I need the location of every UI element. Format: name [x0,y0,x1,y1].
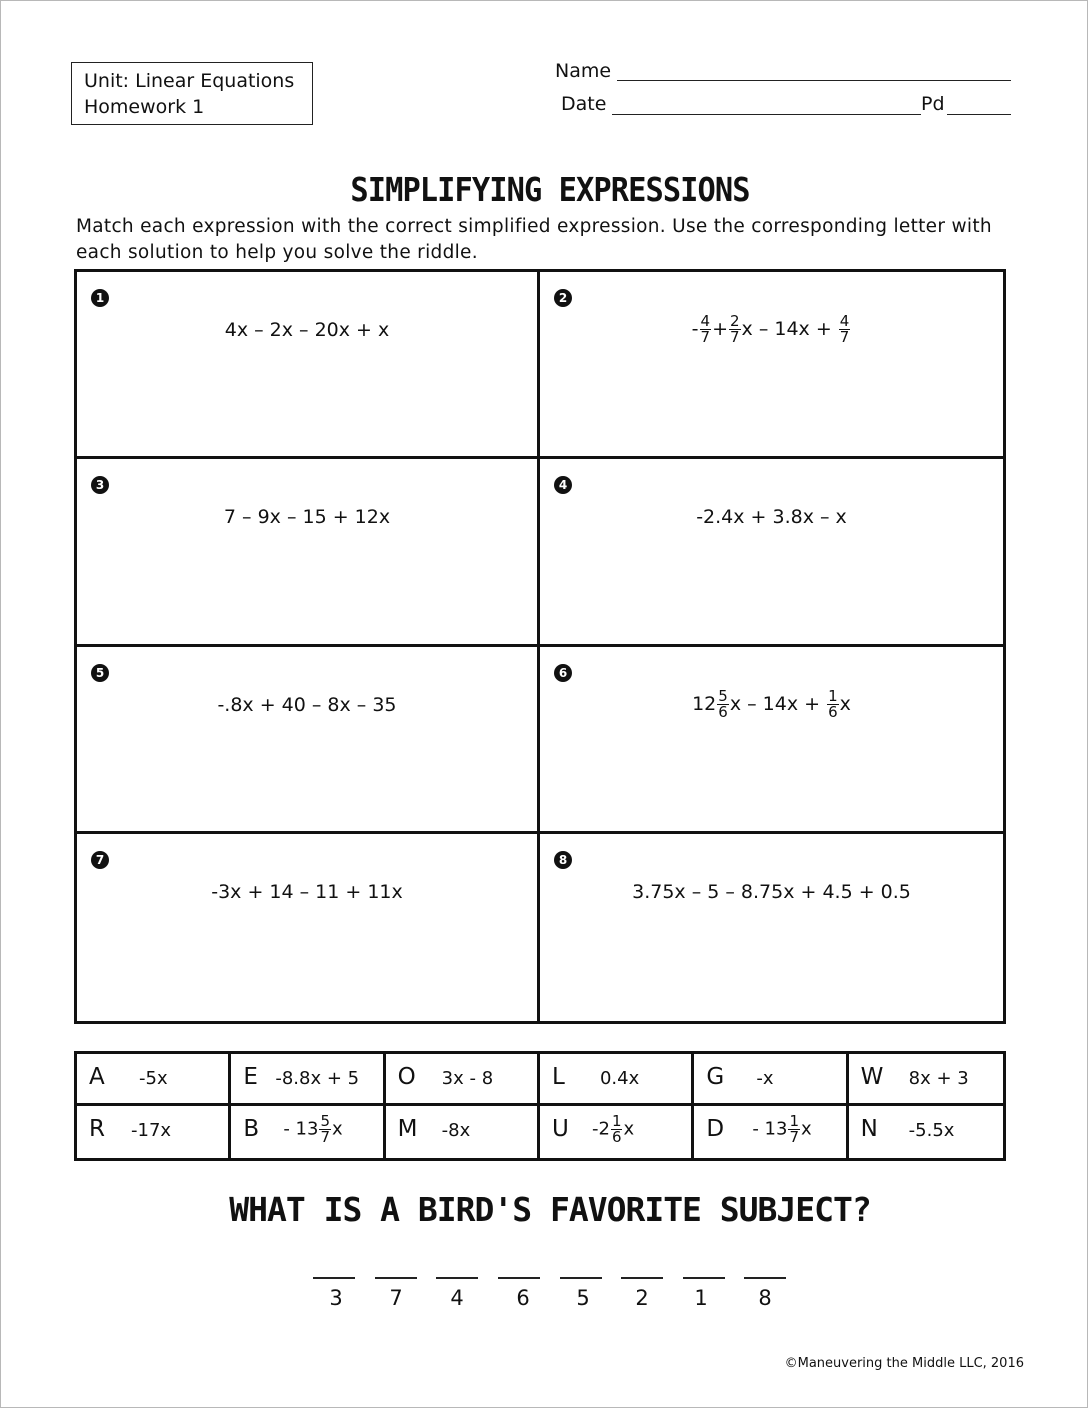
problem-number: 6 [554,664,572,682]
answer-cell: A -5x [77,1054,231,1106]
instructions: Match each expression with the correct simplified expression. Use the corresponding letter with each solution to help you solve the riddle. [76,216,992,263]
problem-cell[interactable] [540,834,1003,1021]
riddle-blank-number: 3 [329,1286,343,1310]
answer-cell: D - 13 $\frac{1}{7}$ x [694,1106,848,1158]
problem-number: 7 [91,851,109,869]
problem-grid [74,269,1006,1024]
name-line[interactable] [617,80,1011,81]
homework-label: Homework 1 [84,96,205,118]
problem-number: 1 [91,289,109,307]
answer-cell: E -8.8x + 5 [231,1054,385,1106]
answer-cell: L 0.4x [540,1054,694,1106]
problem-cell[interactable] [540,459,1003,646]
riddle-blank[interactable] [375,1277,417,1279]
unit-box [71,62,313,125]
problem-expression: 4x – 2x – 20x + x [224,319,390,341]
riddle-blank-number: 1 [694,1286,708,1310]
problem-number: 4 [554,476,572,494]
riddle-blank-number: 4 [450,1286,464,1310]
problem-cell[interactable] [77,647,540,834]
problem-number: 5 [91,664,109,682]
answer-cell: B - 13 $\frac{5}{7}$ x [231,1106,385,1158]
problem-number: 8 [554,851,572,869]
date-line[interactable] [612,114,921,115]
answer-bank [74,1051,1006,1161]
problem-expression: -3x + 14 – 11 + 11x [211,880,403,903]
riddle-blank-number: 2 [635,1286,649,1310]
problem-number: 2 [554,289,572,307]
answer-cell: U -2 $\frac{1}{6}$ x [540,1106,694,1158]
answer-cell: O 3x - 8 [386,1054,540,1106]
problem-expression: 12 $\frac{5}{6}$ x – 14x + $\frac{1}{6}$ x [692,686,851,721]
unit-label: Unit: Linear Equations [84,70,295,92]
page-title: SIMPLIFYING EXPRESSIONS [350,170,750,209]
riddle-blank[interactable] [560,1277,602,1279]
riddle-blank[interactable] [436,1277,478,1279]
copyright-footer: ©Maneuvering the Middle LLC, 2016 [784,1356,1024,1371]
answer-cell: N -5.5x [860,1116,955,1142]
problem-expression: 7 – 9x – 15 + 12x [223,506,391,529]
problem-expression: 3.75x – 5 – 8.75x + 4.5 + 0.5 [632,880,911,903]
problem-cell[interactable] [540,272,1003,459]
problem-cell[interactable] [540,647,1003,834]
answer-cell: M -8x [386,1106,540,1158]
riddle-blank-number: 6 [516,1286,530,1310]
problem-expression: -.8x + 40 – 8x – 35 [217,693,397,716]
problem-cell[interactable] [77,272,540,459]
riddle-blank[interactable] [744,1277,786,1279]
problem-cell[interactable] [77,459,540,646]
riddle-question: WHAT IS A BIRD'S FAVORITE SUBJECT? [229,1190,871,1229]
name-label: Name [555,60,612,82]
riddle-blank[interactable] [621,1277,663,1279]
riddle-blank-number: 5 [576,1286,590,1310]
riddle-blank-number: 7 [389,1286,403,1310]
riddle-blank-number: 8 [758,1286,772,1310]
problem-number: 3 [91,476,109,494]
problem-expression: - $\frac{4}{7}$ + $\frac{2}{7}$ x – 14x + $\frac{4}{7}$ [691,312,850,346]
answer-cell: G -x [694,1054,848,1106]
riddle-blank[interactable] [313,1277,355,1279]
riddle-blank[interactable] [498,1277,540,1279]
answer-cell: R -17x [77,1106,231,1158]
riddle-blank[interactable] [683,1277,725,1279]
answer-cell: W 8x + 3 [849,1054,1003,1106]
pd-line[interactable] [947,114,1011,115]
problem-expression: -2.4x + 3.8x – x [696,506,847,529]
pd-label: Pd [921,93,945,115]
problem-cell[interactable] [77,834,540,1021]
date-label: Date [561,93,607,115]
